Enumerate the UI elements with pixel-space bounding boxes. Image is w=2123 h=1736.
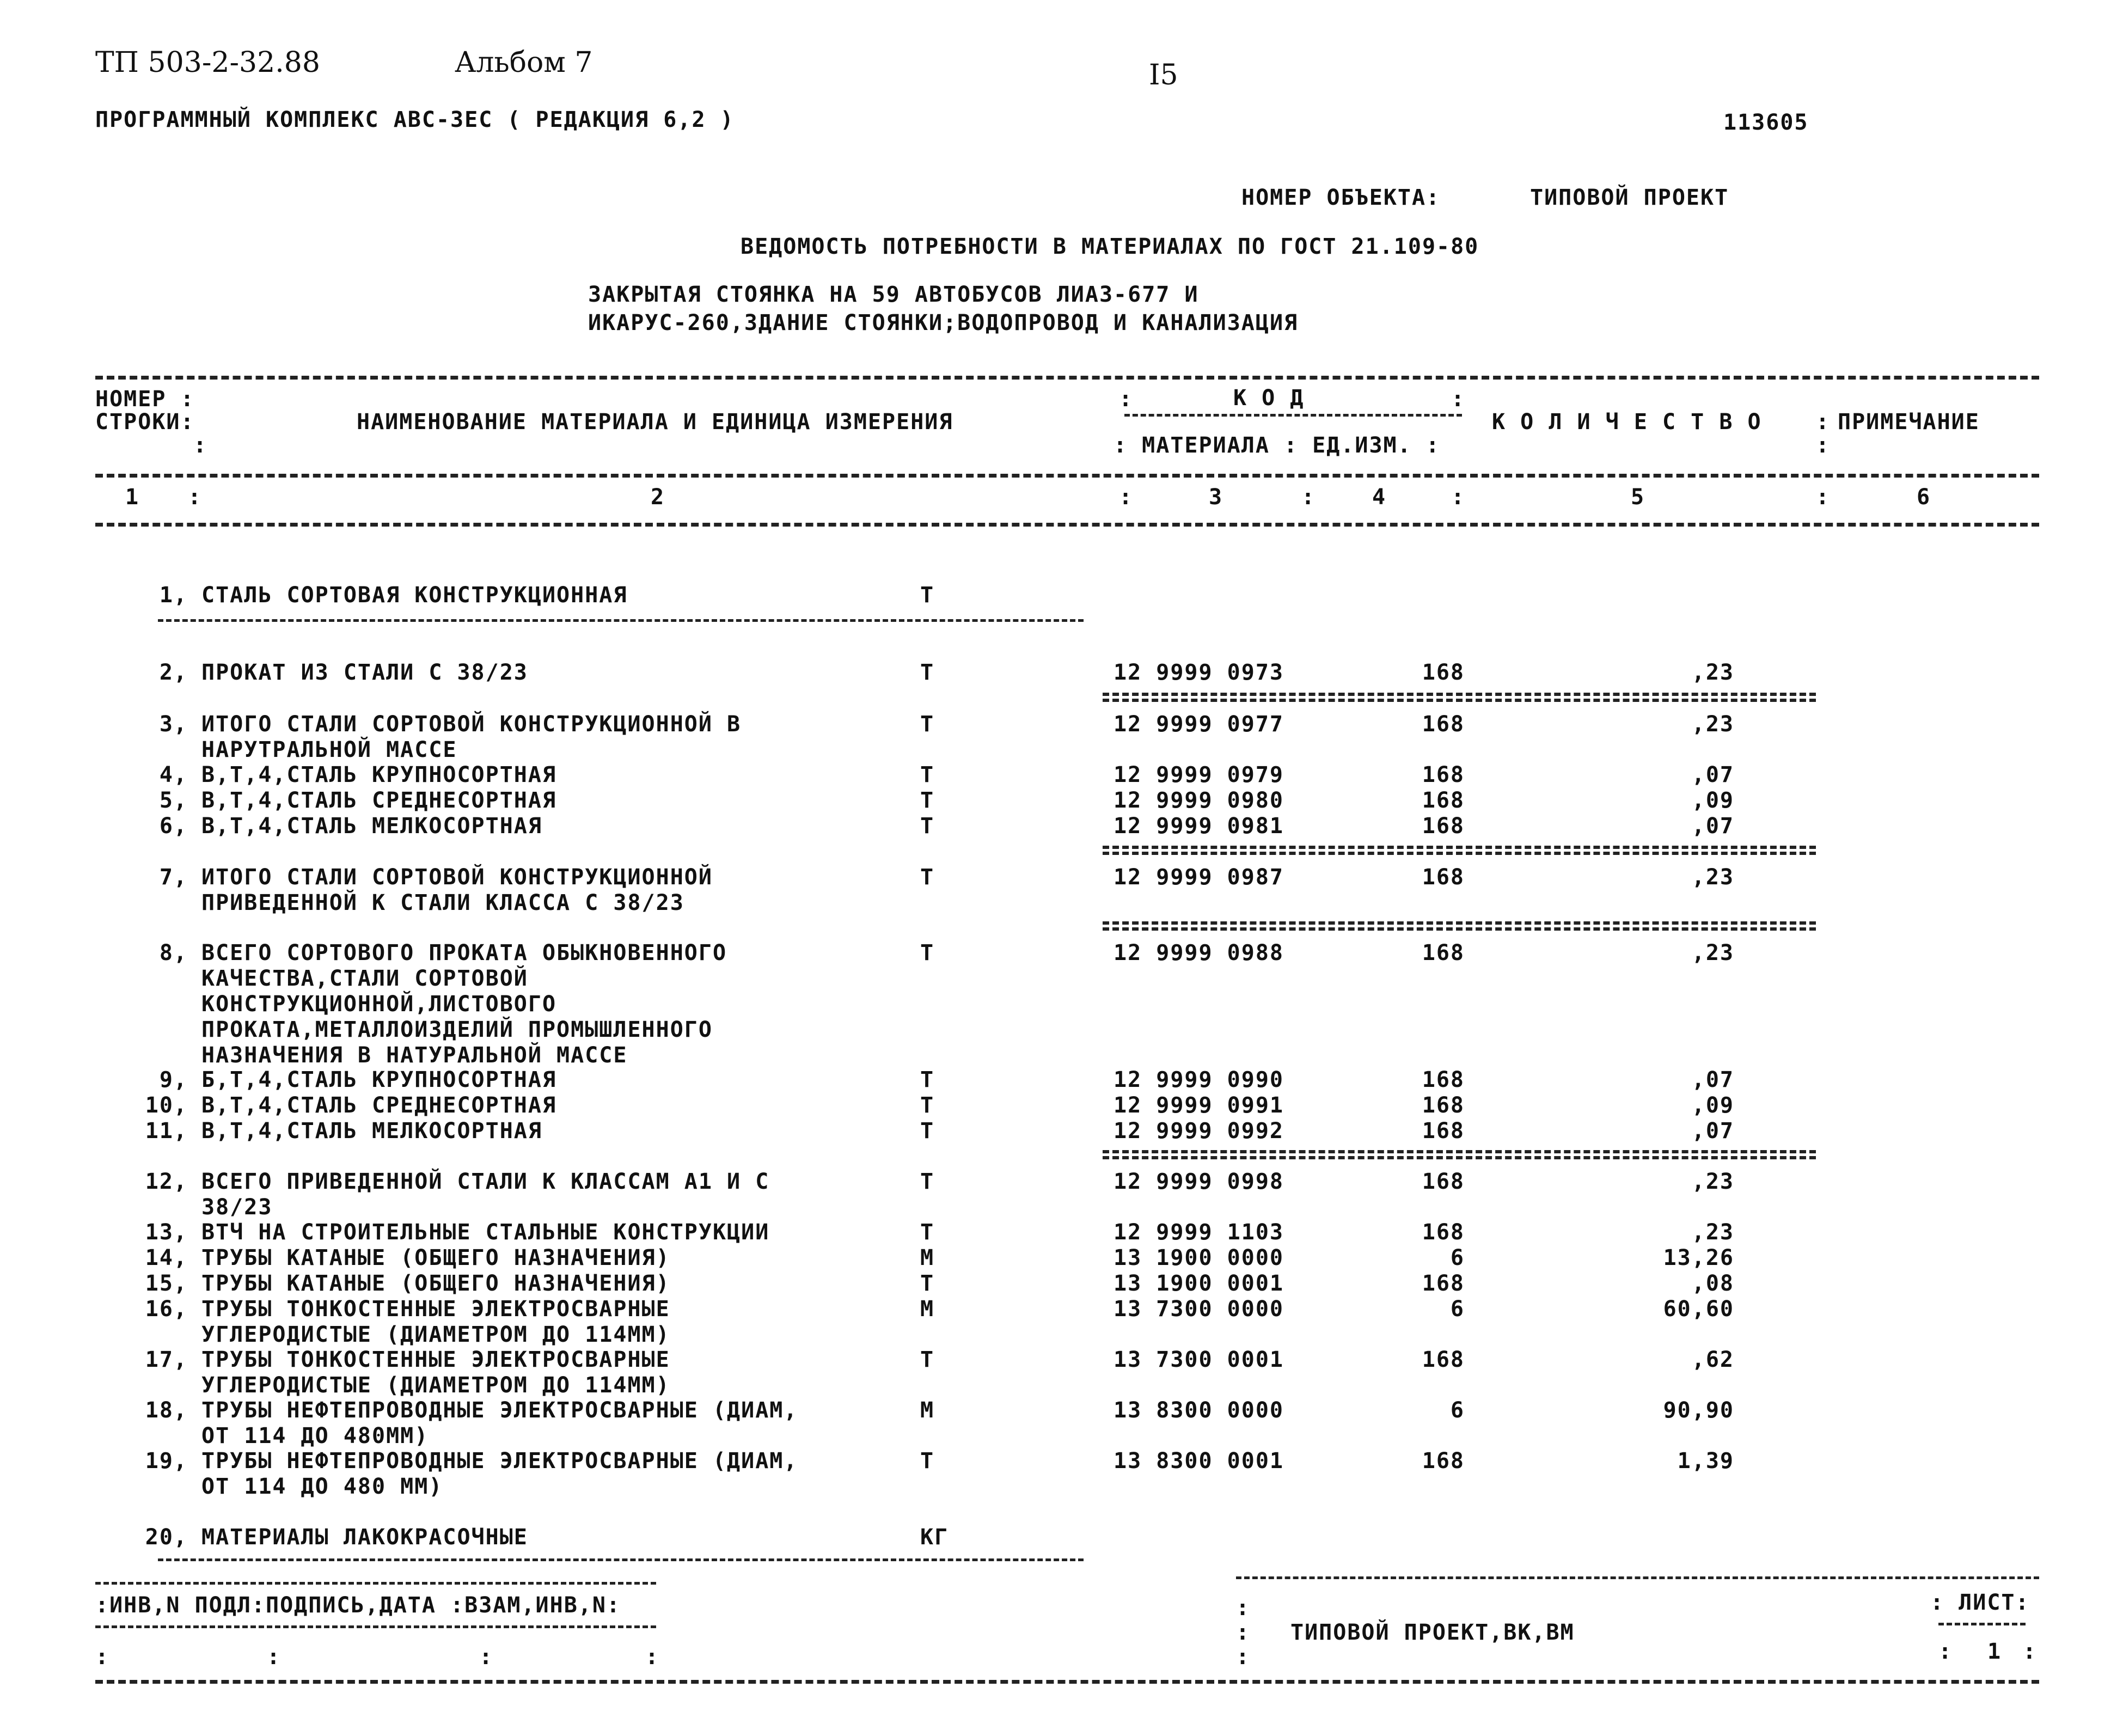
group-rule: [158, 619, 1084, 622]
qty-header: К О Л И Ч Е С Т В О: [1492, 409, 1762, 435]
code-subheader: : МАТЕРИАЛА : ЕД.ИЗМ. :: [1113, 433, 1440, 458]
col1-header-b: СТРОКИ:: [95, 409, 195, 435]
sheet-number: 1: [1987, 1639, 2002, 1664]
note-header: ПРИМЕЧАНИЕ: [1838, 409, 1980, 435]
col2-header: НАИМЕНОВАНИЕ МАТЕРИАЛА И ЕДИНИЦА ИЗМЕРЕНИЯ: [357, 409, 953, 435]
total-rule: [1103, 921, 1816, 931]
total-rule: [1103, 1150, 1816, 1159]
project-title: ТИПОВОЙ ПРОЕКТ,ВК,ВМ: [1290, 1620, 1575, 1645]
code-split-rule: [1124, 414, 1462, 417]
object-value: ТИПОВОЙ ПРОЕКТ: [1530, 185, 1729, 210]
album-label: Альбом 7: [455, 46, 593, 79]
page-title: ВЕДОМОСТЬ ПОТРЕБНОСТИ В МАТЕРИАЛАХ ПО ГОСТ 21.109-80: [741, 234, 1479, 259]
group-rule: [158, 1558, 1084, 1561]
page-bottom-rule: [95, 1680, 2039, 1684]
colnum-1: 1: [125, 485, 140, 510]
title-block-top-rule: [1236, 1576, 2039, 1579]
total-rule: [1103, 846, 1816, 855]
stamp-mid-rule: [95, 1625, 656, 1628]
colnum-2: 2: [651, 485, 665, 510]
colnum-5: 5: [1631, 485, 1645, 510]
subtitle-line-2: ИКАРУС-260,ЗДАНИЕ СТОЯНКИ;ВОДОПРОВОД И КАНАЛИЗАЦИЯ: [588, 310, 1299, 335]
stamp-fields: :ИНВ,N ПОДЛ:ПОДПИСЬ,ДАТА :ВЗАМ,ИНВ,N:: [95, 1593, 621, 1618]
header-rule: [95, 474, 2039, 478]
total-rule: [1103, 693, 1816, 702]
colnum-3: 3: [1209, 485, 1223, 510]
colnum-6: 6: [1917, 485, 1931, 510]
table-top-rule: [95, 376, 2039, 380]
subtitle-line-1: ЗАКРЫТАЯ СТОЯНКА НА 59 АВТОБУСОВ ЛИАЗ-677 И: [588, 282, 1199, 307]
document-code: ТП 503-2-32.88: [95, 46, 320, 79]
sheet-rule: [1938, 1623, 2026, 1625]
table-body-rule: [95, 523, 2039, 527]
code-header: К О Д: [1233, 386, 1305, 411]
object-label: НОМЕР ОБЪЕКТА:: [1241, 185, 1441, 210]
program-line: ПРОГРАММНЫЙ КОМПЛЕКС АВС-3ЕС ( РЕДАКЦИЯ 6,2 ): [95, 107, 735, 132]
col1-header-a: НОМЕР :: [95, 387, 195, 412]
stamp-top-rule: [95, 1582, 656, 1585]
sheet-label: : ЛИСТ:: [1930, 1590, 2030, 1615]
page-number: I5: [1149, 59, 1178, 91]
document-id: 113605: [1723, 110, 1809, 135]
colnum-4: 4: [1372, 485, 1387, 510]
